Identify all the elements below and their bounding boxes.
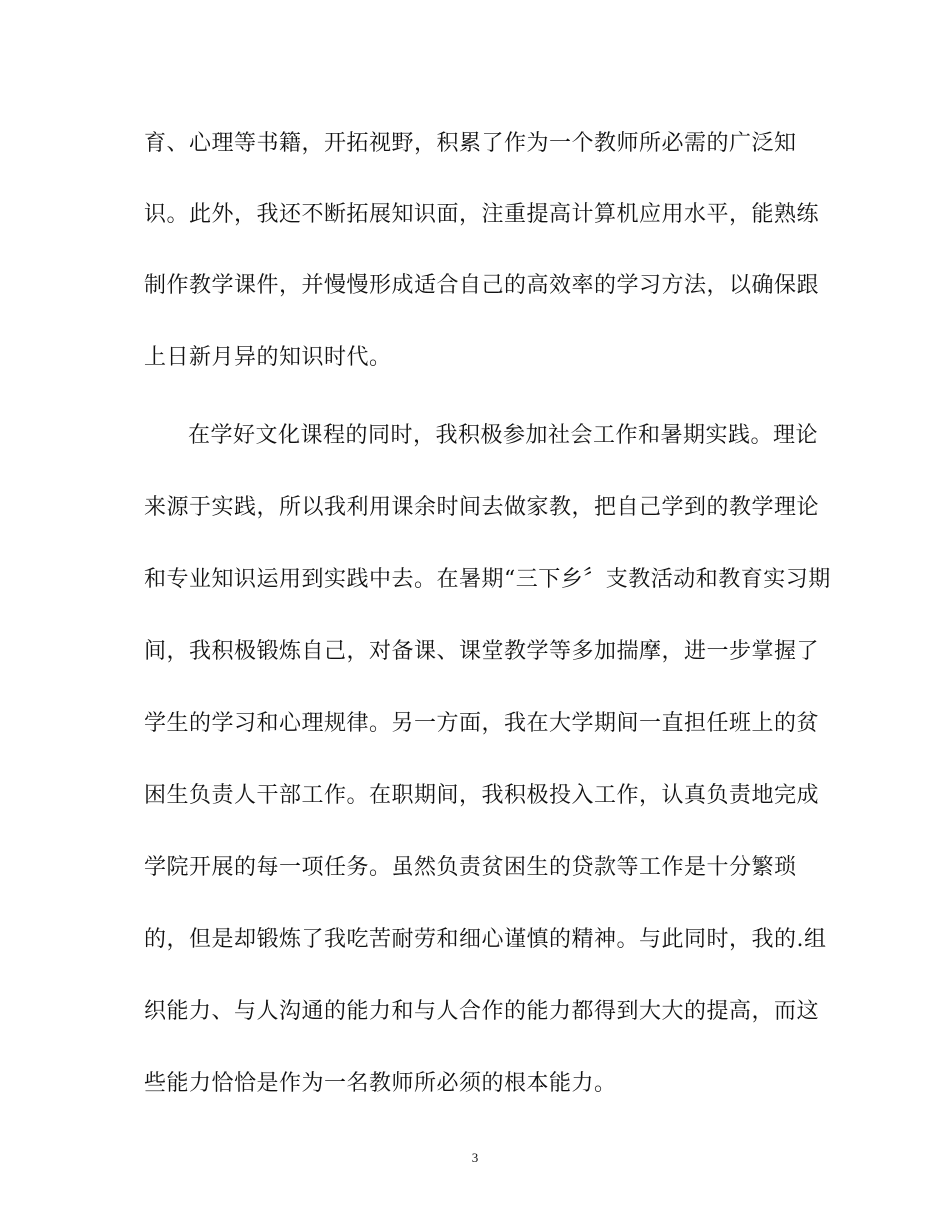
text-line: 困生负责人干部工作。在职期间，我积极投入工作，认真负责地完成 bbox=[144, 783, 820, 808]
text-line: 识。此外，我还不断拓展知识面，注重提高计算机应用水平，能熟练 bbox=[144, 202, 820, 227]
text-line: 来源于实践，所以我利用课余时间去做家教，把自己学到的教学理论 bbox=[144, 495, 820, 520]
text-line: 学生的学习和心理规律。另一方面，我在大学期间一直担任班上的贫 bbox=[144, 711, 820, 736]
text-line: 学院开展的每一项任务。虽然负责贫困生的贷款等工作是十分繁琐 bbox=[144, 855, 797, 880]
text-line: 些能力恰恰是作为一名教师所必须的根本能力。 bbox=[144, 1071, 617, 1096]
text-line: 和专业知识运用到实践中去。在暑期“三下乡〞支教活动和教育实习期 bbox=[144, 567, 831, 592]
text-line: 间，我积极锻炼自己，对备课、课堂教学等多加揣摩，进一步掌握了 bbox=[144, 639, 820, 664]
text-line: 织能力、与人沟通的能力和与人合作的能力都得到大大的提高，而这 bbox=[144, 999, 820, 1024]
paragraph-first-line: 在学好文化课程的同时，我积极参加社会工作和暑期实践。理论 bbox=[188, 423, 819, 448]
page-number: 3 bbox=[471, 1150, 479, 1165]
text-line: 上日新月异的知识时代。 bbox=[144, 345, 392, 370]
text-line: 的，但是却锻炼了我吃苦耐劳和细心谨慎的精神。与此同时，我的.组 bbox=[144, 927, 827, 952]
text-line: 制作教学课件，并慢慢形成适合自己的高效率的学习方法，以确保跟 bbox=[144, 273, 820, 298]
text-line: 育、心理等书籍，开拓视野，积累了作为一个教师所必需的广泛知 bbox=[144, 131, 797, 156]
